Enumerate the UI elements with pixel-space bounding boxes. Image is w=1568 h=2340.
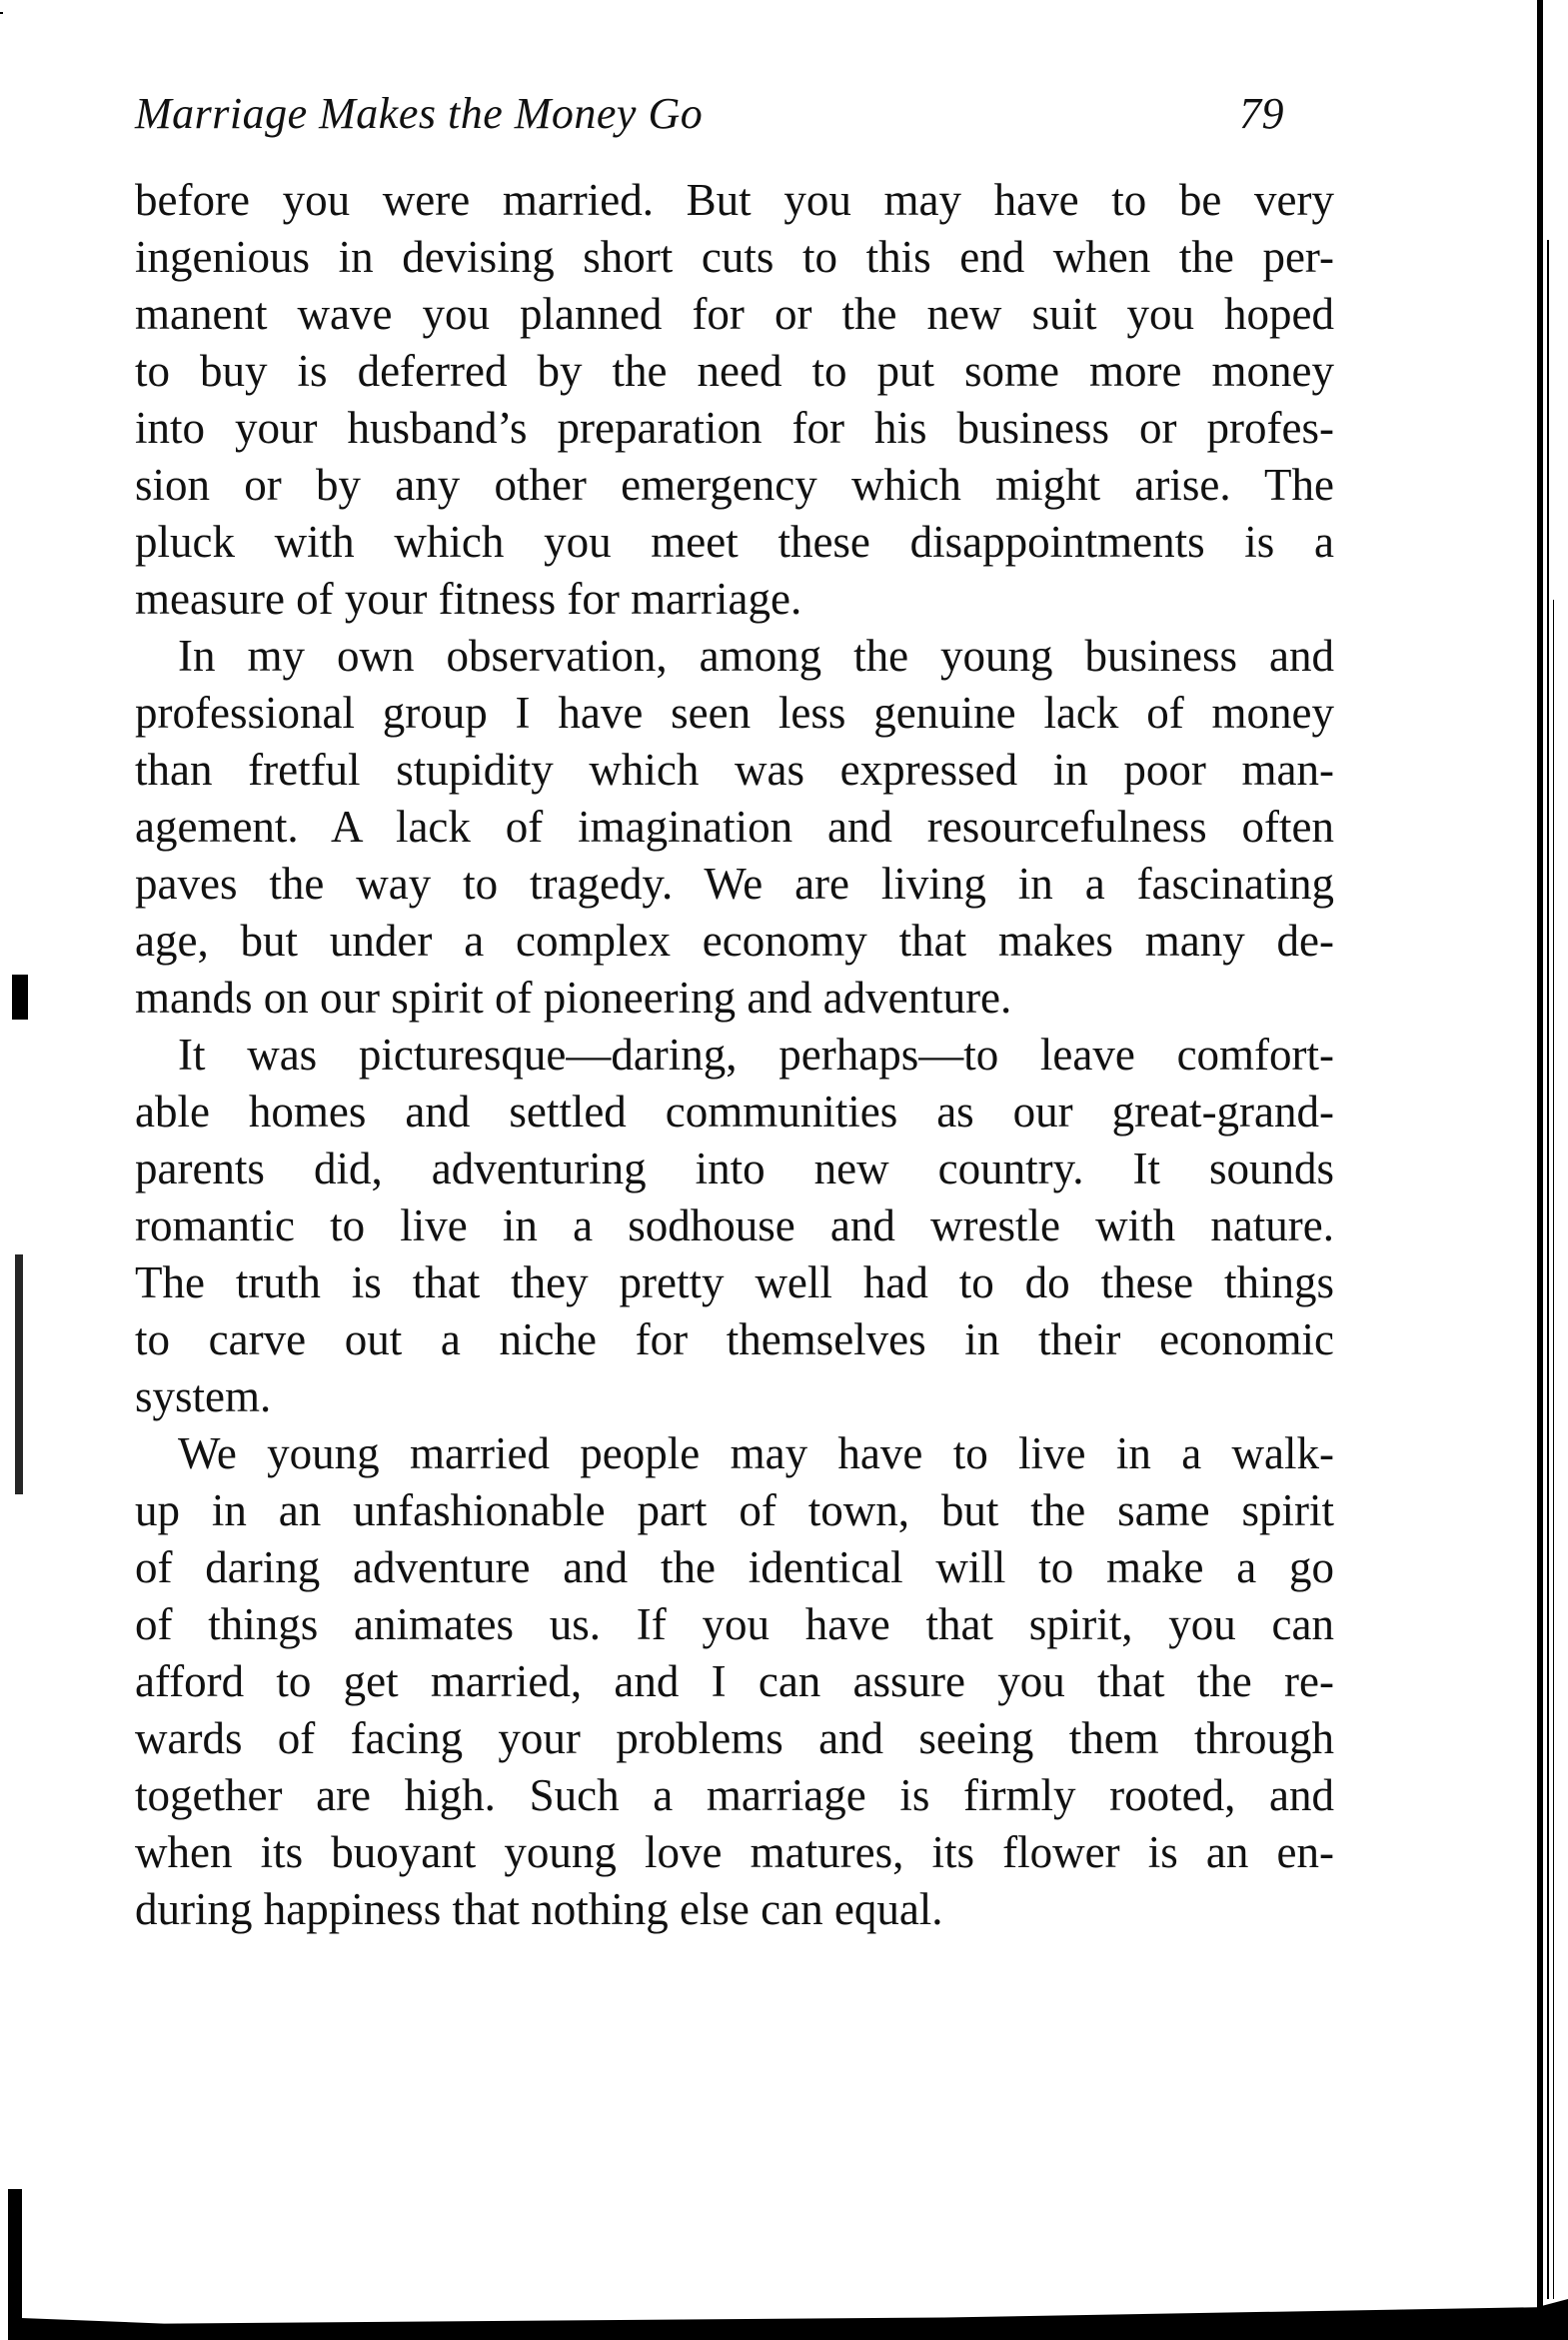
text-line: In my own observation, among the young business and xyxy=(178,631,1334,681)
text-line: together are high. Such a marriage is firmly rooted, and xyxy=(135,1770,1334,1820)
text-line: into your husband’s preparation for his business or profes- xyxy=(135,403,1334,453)
text-line: during happiness that nothing else can equal. xyxy=(135,1884,943,1934)
text-line: of daring adventure and the identical will to make a go xyxy=(135,1542,1334,1592)
text-line: pluck with which you meet these disappointments is a xyxy=(135,517,1334,567)
page-bottom-shadow xyxy=(8,2299,1568,2340)
text-line: system. xyxy=(135,1371,272,1421)
text-line: mands on our spirit of pioneering and adventure. xyxy=(135,973,1012,1023)
text-line: than fretful stupidity which was expressed in poor man- xyxy=(135,745,1334,795)
text-line: professional group I have seen less genuine lack of money xyxy=(135,688,1334,738)
text-line: romantic to live in a sodhouse and wrestle with nature. xyxy=(135,1200,1334,1250)
text-line: manent wave you planned for or the new suit you hoped xyxy=(135,289,1334,339)
scan-mark xyxy=(0,12,3,14)
text-line: to carve out a niche for themselves in their economic xyxy=(135,1314,1334,1364)
text-line: to buy is deferred by the need to put some more money xyxy=(135,346,1334,396)
binding-shadow xyxy=(12,975,28,1020)
text-line: before you were married. But you may have to be very xyxy=(135,175,1334,225)
text-line: agement. A lack of imagination and resourcefulness often xyxy=(135,802,1334,852)
text-line: We young married people may have to live in a walk- xyxy=(178,1428,1334,1478)
text-line: when its buoyant young love matures, its flower is an en- xyxy=(135,1827,1334,1877)
text-line: The truth is that they pretty well had to do these things xyxy=(135,1257,1334,1307)
paragraph xyxy=(135,628,1334,1027)
binding-shadow xyxy=(8,2189,22,2319)
page-edge-line xyxy=(1553,600,1554,2299)
running-head-title: Marriage Makes the Money Go xyxy=(135,89,704,138)
body-text xyxy=(135,172,1334,1938)
text-line: ingenious in devising short cuts to this end when the per- xyxy=(135,232,1334,282)
running-head xyxy=(135,88,1334,148)
paragraph xyxy=(135,1027,1334,1425)
text-line: able homes and settled communities as our great-grand- xyxy=(135,1087,1334,1137)
page-number: 79 xyxy=(1239,89,1284,138)
text-line: age, but under a complex economy that makes many de- xyxy=(135,916,1334,966)
paragraph xyxy=(135,172,1334,628)
page-edge-line xyxy=(1547,240,1549,2299)
text-line: paves the way to tragedy. We are living in a fascinating xyxy=(135,859,1334,909)
paragraph xyxy=(135,1425,1334,1938)
binding-shadow xyxy=(15,1254,23,1494)
text-line: parents did, adventuring into new country. It sounds xyxy=(135,1144,1334,1193)
text-line: sion or by any other emergency which might arise. The xyxy=(135,460,1334,510)
text-line: up in an unfashionable part of town, but the same spirit xyxy=(135,1485,1334,1535)
page-edge-shadow xyxy=(1537,0,1543,2309)
text-line: of things animates us. If you have that spirit, you can xyxy=(135,1599,1334,1649)
text-line: afford to get married, and I can assure you that the re- xyxy=(135,1656,1334,1706)
text-line: It was picturesque—daring, perhaps—to leave comfort- xyxy=(178,1030,1334,1080)
text-line: measure of your fitness for marriage. xyxy=(135,574,802,624)
text-line: wards of facing your problems and seeing them through xyxy=(135,1713,1334,1763)
